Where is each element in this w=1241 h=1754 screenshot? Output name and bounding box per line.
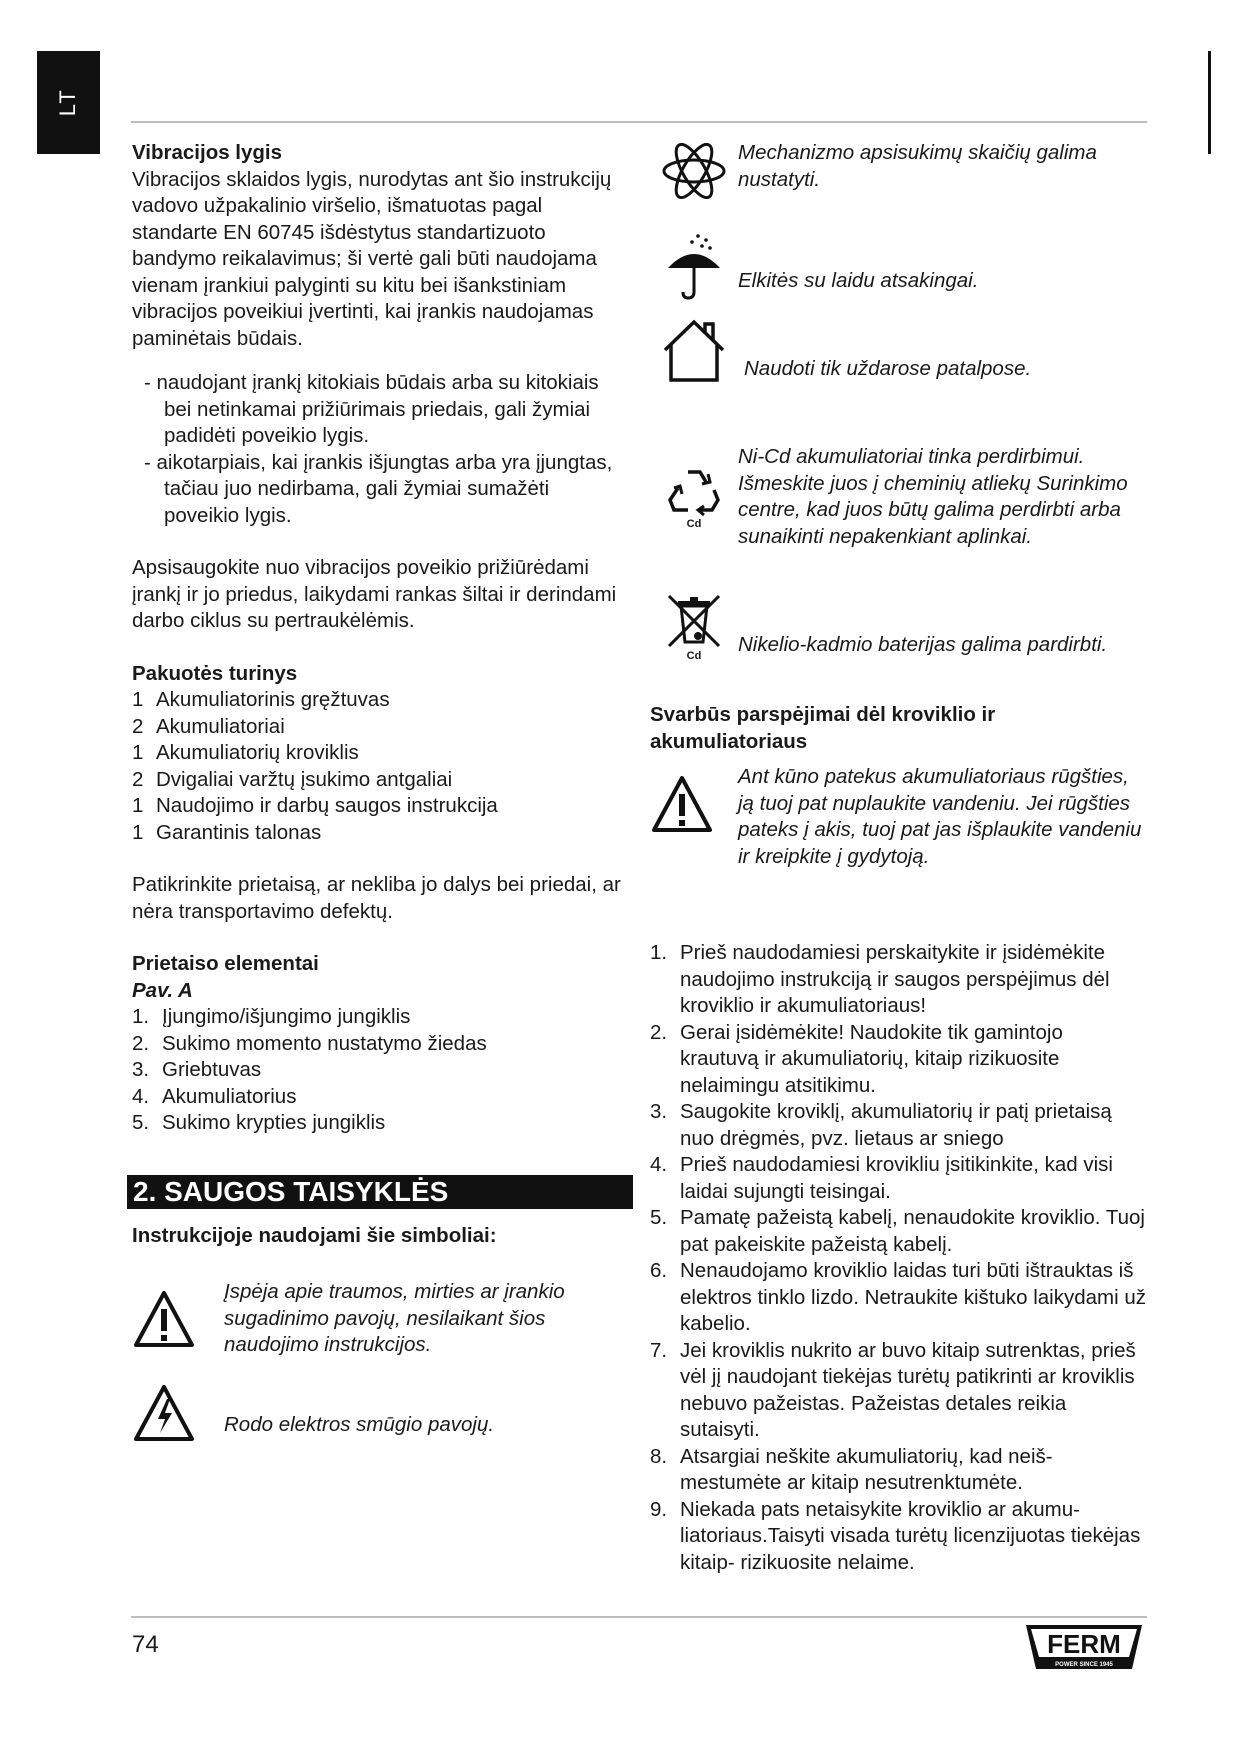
vibration-heading: Vibracijos lygis <box>132 141 283 164</box>
list-item: 1. Prieš naudodamiesi perskaitykite ir įsidėmėkite naudojimo instrukciją ir saugos perspėjimus dėl kroviklio ir akumuliatoriaus! <box>650 941 1110 1017</box>
package-list <box>132 687 626 846</box>
acid-warning-text: Ant kūno patekus akumuliatoriaus rūgšties, ją tuoj pat nuplaukite vandeniu. Jei rūgšties pateks į akis, tuoj pat jas išplaukite vandeniu ir kreipkite į gydytoją. <box>738 765 1142 868</box>
language-code: LT <box>55 88 81 117</box>
electric-shock-icon <box>132 1383 196 1443</box>
list-item: 2. Gerai įsidėmėkite! Naudokite tik gamintojo krautuvą ir akumuliatorių, kitaip rizikuosite nelaimingu atsitikimu. <box>650 1020 1063 1097</box>
symbol-row <box>650 232 1147 300</box>
recycle-icon <box>666 466 722 518</box>
list-item: 8. Atsargiai neškite akumuliatorių, kad neiš- mestumėte ar kitaip nesutrenktumėte. <box>650 1444 1053 1494</box>
package-heading: Pakuotės turinys <box>132 661 298 685</box>
logo-wordmark: FERM <box>1047 1629 1121 1659</box>
symbol-warning-text: Įspėja apie traumos, mirties ar įrankio sugadinimo pavojų, nesilaikant šios naudojimo instrukcijos. <box>224 1280 565 1356</box>
warning-triangle-icon <box>650 774 714 834</box>
symbol-indoor-text: Naudoti tik uždarose patalpose. <box>744 357 1032 380</box>
symbol-row <box>650 592 1147 662</box>
edge-mark <box>1208 51 1211 154</box>
list-item: 1 Naudojimo ir darbų saugos instrukcija <box>132 794 498 817</box>
bin-badge: Cd <box>686 650 702 662</box>
elements-list <box>132 1004 626 1137</box>
elements-heading: Prietaiso elementai <box>132 952 319 975</box>
symbol-row <box>650 318 1147 384</box>
charger-rules-list <box>650 940 1147 1576</box>
list-item: 3. Saugokite kroviklį, akumuliatorių ir patį prietaisą nuo drėgmės, pvz. lietaus ar sniego <box>650 1100 1112 1150</box>
symbol-rpm-text: Mechanizmo apsisukimų skaičių galima nustatyti. <box>738 141 1097 191</box>
package-check: Patikrinkite prietaisą, ar nekliba jo dalys bei priedai, ar nėra transportavimo defektų. <box>132 873 621 923</box>
list-item: 1 Akumuliatorinis gręžtuvas <box>132 688 390 711</box>
list-item: 3. Griebtuvas <box>132 1058 262 1081</box>
bottom-rule <box>131 1616 1147 1618</box>
symbol-row <box>132 1383 626 1443</box>
list-item: 1. Įjungimo/išjungimo jungiklis <box>132 1005 411 1028</box>
list-item: 1 Akumuliatorių kroviklis <box>132 741 359 764</box>
symbol-row <box>650 764 1147 870</box>
vibration-protection: Apsisaugokite nuo vibracijos poveikio prižiūrėdami įrankį ir jo priedus, laikydami rankas šiltai ir derindami darbo ciklus su pertraukėlėmis. <box>132 556 617 632</box>
vibration-bullet: - naudojant įrankį kitokiais būdais arba su kitokiais bei netinkamai prižiūrimais priedais, gali žymiai padidėti poveikio lygis. <box>144 371 599 447</box>
list-item: 2. Sukimo momento nustatymo žiedas <box>132 1031 487 1055</box>
page-number: 74 <box>132 1631 159 1658</box>
symbol-row <box>650 140 1147 202</box>
top-rule <box>131 121 1147 123</box>
list-item: 4. Akumuliatorius <box>132 1084 297 1108</box>
list-item: 2 Akumuliatoriai <box>132 714 285 738</box>
warning-triangle-icon <box>132 1289 196 1349</box>
list-item: 6. Nenaudojamo kroviklio laidas turi būti ištrauktas iš elektros tinklo lizdo. Netraukite kištuko laikydami už kabelio. <box>650 1259 1146 1335</box>
crossed-bin-icon <box>665 592 723 650</box>
warnings-heading: Svarbūs parspėjimai dėl kroviklio ir akumuliatoriaus <box>650 703 996 753</box>
symbol-row <box>132 1279 626 1359</box>
list-item: 9. Niekada pats netaisykite kroviklio ar akumu- liatoriaus.Taisyti visada turėtų licenzijuotas tiekėjas kitaip- rizikuosite nelaime. <box>650 1497 1141 1574</box>
recycle-badge: Cd <box>686 518 702 530</box>
symbol-row <box>650 444 1147 550</box>
list-item: 5. Pamatę pažeistą kabelį, nenaudokite kroviklio. Tuoj pat pakeiskite pažeistą kabelį. <box>650 1206 1145 1256</box>
language-tab <box>37 51 100 154</box>
logo-tagline: POWER SINCE 1945 <box>1055 1662 1113 1668</box>
list-item: 7. Jei kroviklis nukrito ar buvo kitaip sutrenktas, prieš vėl jį naudojant tiekėjas turėtų patikrinti ar kroviklis nebuvo pažeistas. Pažeistas detales reikia sutaisyti. <box>650 1338 1136 1441</box>
umbrella-rain-icon <box>662 232 726 300</box>
vibration-bullet: - aikotarpiais, kai įrankis išjungtas arba yra įjungtas, tačiau juo nedirbama, gali žymiai sumažėti poveikio lygis. <box>144 450 613 527</box>
ferm-logo <box>1022 1621 1146 1681</box>
symbol-cable-text: Elkitės su laidu atsakingai. <box>738 269 979 292</box>
symbols-intro: Instrukcijoje naudojami šie simboliai: <box>132 1223 497 1247</box>
list-item: 5. Sukimo krypties jungiklis <box>132 1111 386 1134</box>
section-title: 2. SAUGOS TAISYKLĖS <box>127 1175 633 1209</box>
list-item: 2 Dvigaliai varžtų įsukimo antgaliai <box>132 767 453 791</box>
symbol-bin-text: Nikelio-kadmio baterijas galima pardirbti. <box>738 633 1108 656</box>
left-column <box>132 140 626 1443</box>
symbol-shock-text: Rodo elektros smūgio pavojų. <box>224 1413 495 1437</box>
list-item: 4. Prieš naudodamiesi krovikliu įsitikinkite, kad visi laidai sujungti teisingai. <box>650 1153 1113 1203</box>
symbol-recycle-text: Ni-Cd akumuliatoriai tinka perdirbimui. Išmeskite juos į cheminių atliekų Surinkimo centre, kad juos būtų galima perdirbti arba sunaikinti nepakenkiant aplinkai. <box>738 445 1128 548</box>
rotation-speed-icon <box>660 140 728 202</box>
list-item: 1 Garantinis talonas <box>132 820 322 844</box>
vibration-paragraph: Vibracijos sklaidos lygis, nurodytas ant šio instrukcijų vadovo užpakalinio viršelio, išmatuotas pagal standarte EN 60745 išdėstytus standartizuoto bandymo reikalavimus; ši vertė gali būti naudojama vienam įrankiui palyginti su kitu bei išankstiniam vibracijos poveikiui įvertinti, kai įrankis naudojamas paminėtais būdais. <box>132 167 612 350</box>
elements-figure-ref: Pav. A <box>132 978 193 1002</box>
indoor-house-icon <box>661 318 727 384</box>
